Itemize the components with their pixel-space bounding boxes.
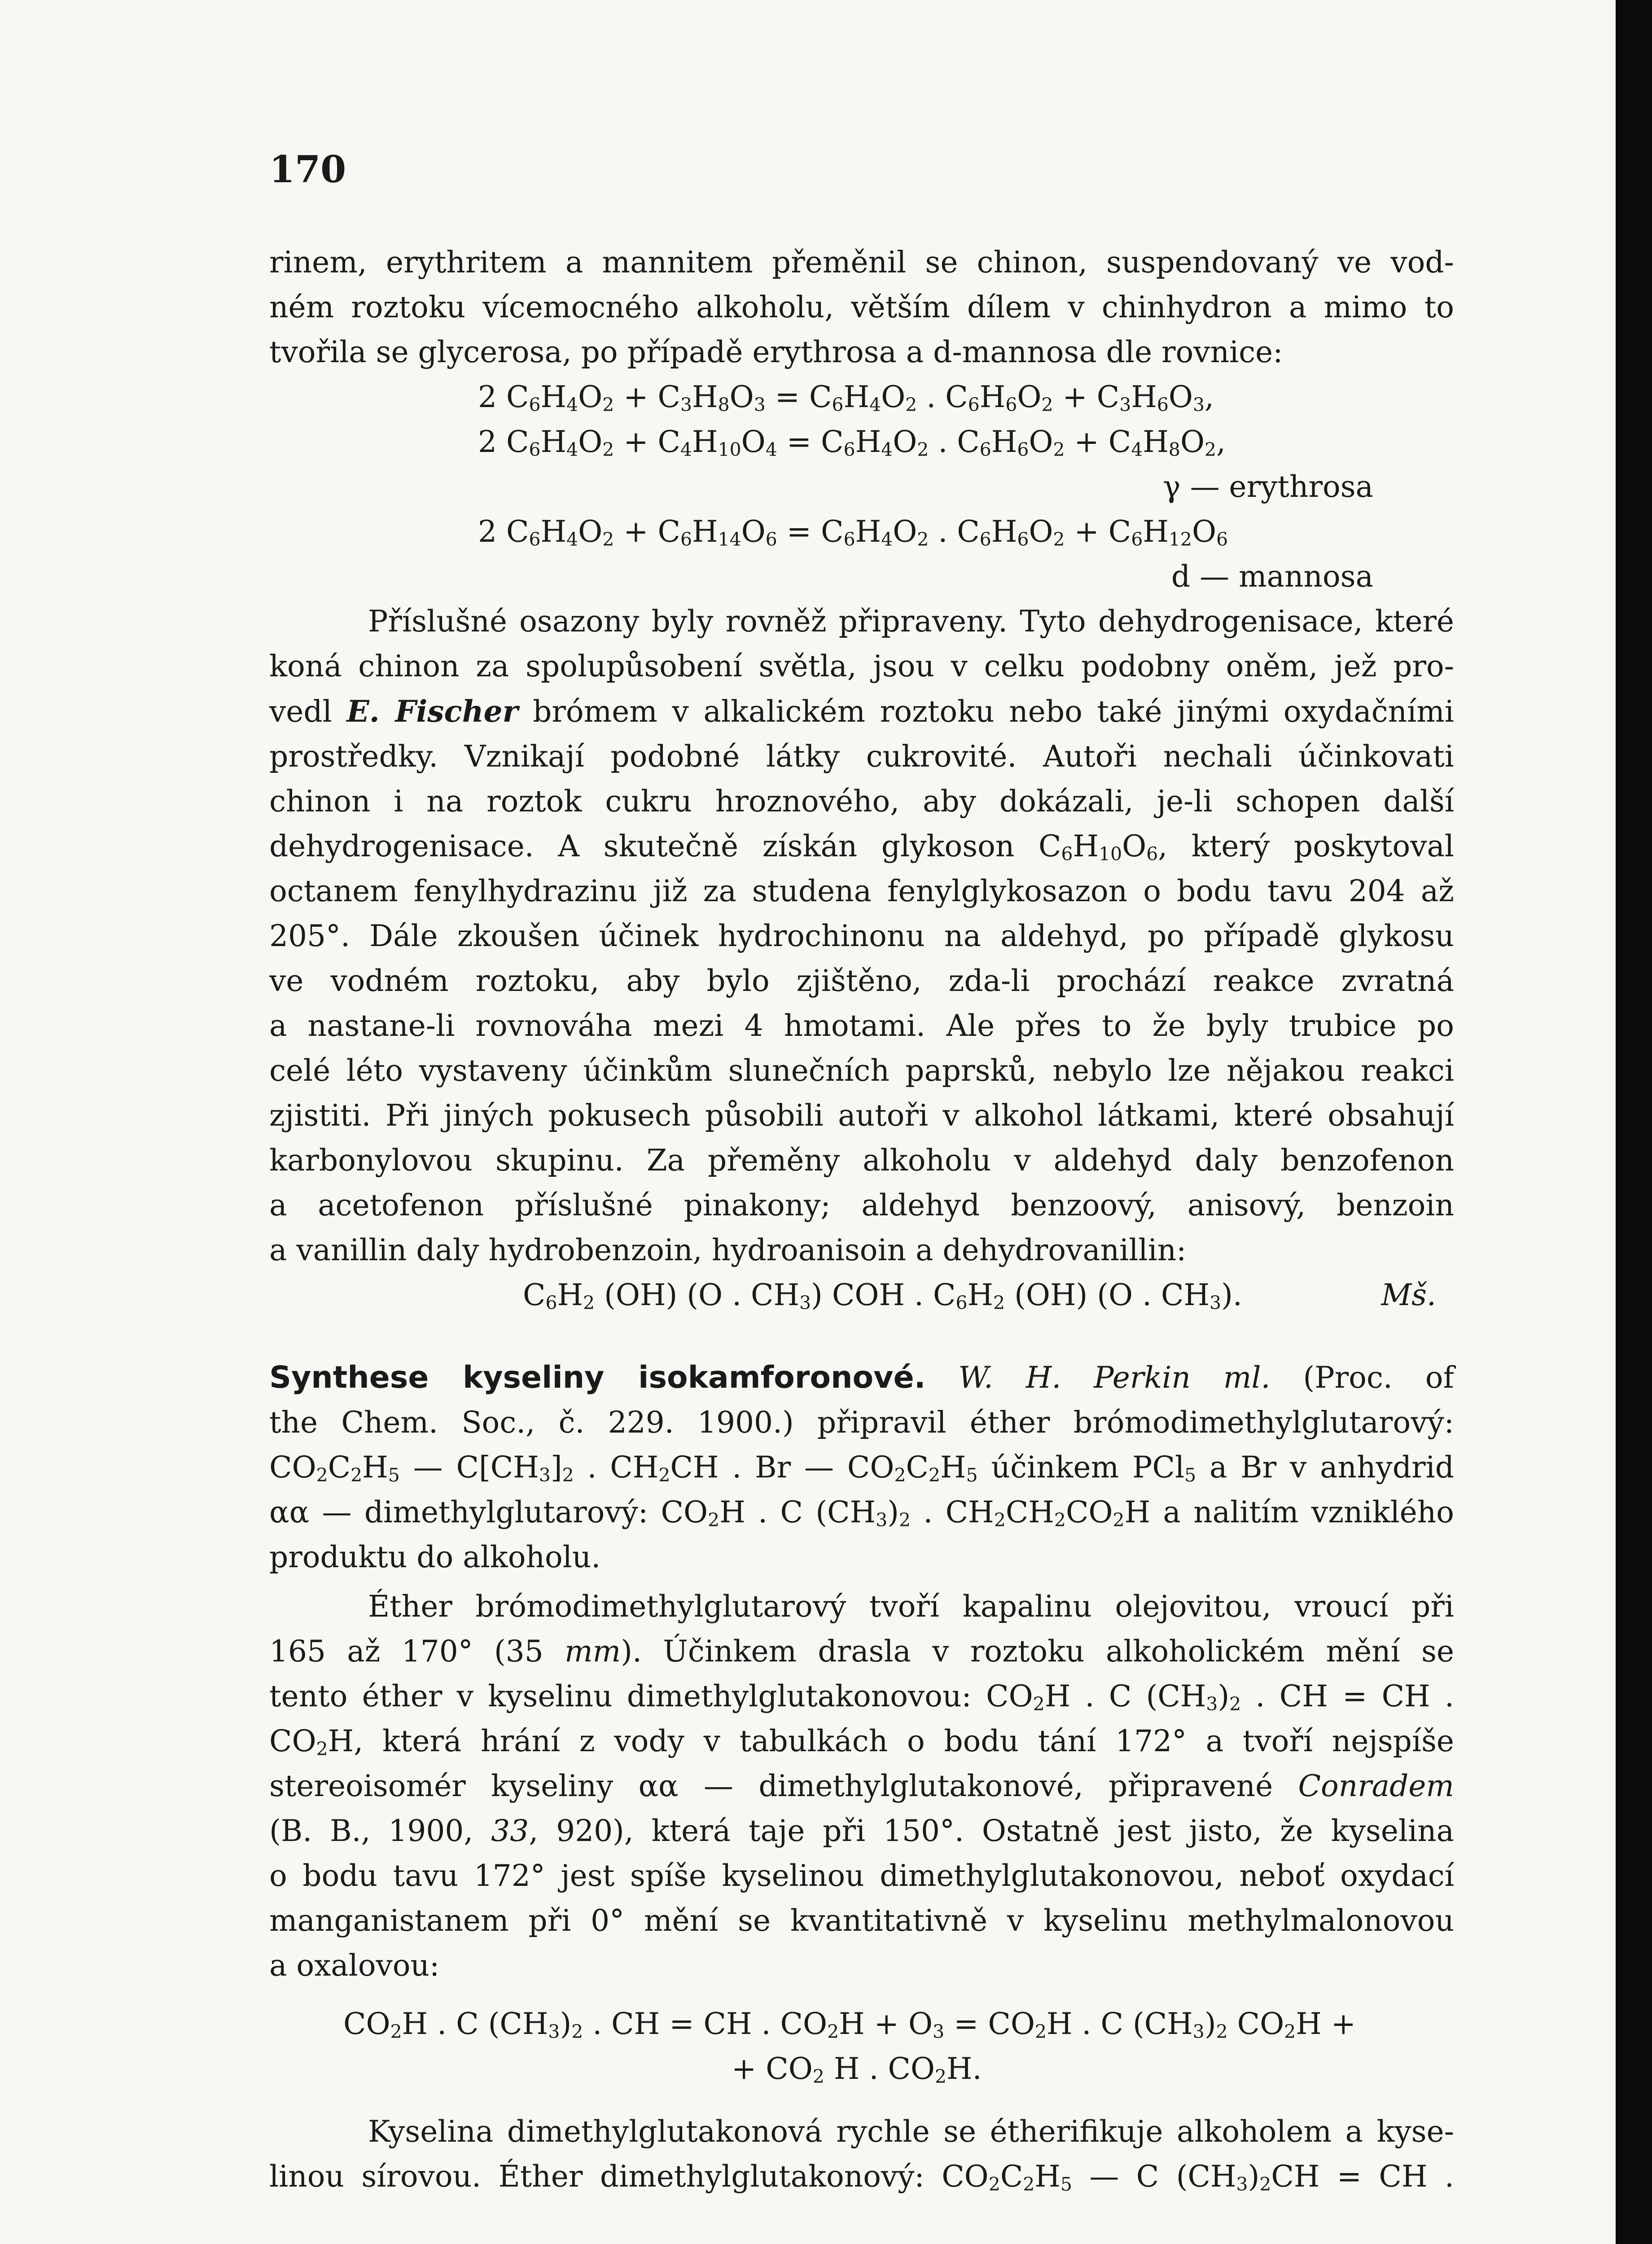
- text-line: produktu do alkoholu.: [269, 1540, 601, 1574]
- text-line: tvořila se glycerosa, po případě erythrosa a d-mannosa dle rovnice:: [269, 335, 1283, 369]
- page-number: 170: [269, 148, 346, 191]
- author-conrad: Conradem: [1298, 1769, 1454, 1803]
- text-line: celé léto vystaveny účinkům slunečních paprsků, nebylo lze nějakou reakci: [269, 1053, 1454, 1088]
- text-line: 165 až 170° (35 mm). Účinkem drasla v roztoku alkoholickém mění se: [269, 1634, 1455, 1669]
- text-line: tento éther v kyselinu dimethylglutakonovou: $CO_2H$ . C $(CH_3)_2$ . CH = CH .: [269, 1679, 1454, 1715]
- text-line: octanem fenylhydrazinu již za studena fenylglykosazon o bodu tavu 204 až: [269, 874, 1454, 908]
- text-line: a vanillin daly hydrobenzoin, hydroanisoin a dehydrovanillin:: [269, 1233, 1187, 1267]
- text-line: Éther brómodimethylglutarový tvoří kapalinu olejovitou, vroucí při: [368, 1589, 1454, 1624]
- text-line: a acetofenon příslušné pinakony; aldehyd benzoový, anisový, benzoin: [269, 1188, 1454, 1223]
- text-line: karbonylovou skupinu. Za přeměny alkoholu v aldehyd daly benzofenon: [269, 1143, 1454, 1178]
- text-line: $CO_2H$, která hrání z vody v tabulkách o bodu tání 172° a tvoří nejspíše: [269, 1724, 1454, 1760]
- text-line: chinon i na roztok cukru hroznového, aby dokázali, je-li schopen další: [269, 784, 1454, 819]
- section-heading: Synthese kyseliny isokamforonové.: [269, 1360, 926, 1395]
- text-line: $CO_2C_2H_5$ — $C[CH_3]_2$ . $CH_2CH$ . Br — $CO_2C_2H_5$ účinkem PCl$_5$ a Br v anhydrid: [269, 1450, 1454, 1486]
- text-line: vedl E. Fischer brómem v alkalickém roztoku nebo také jinými oxydačními: [269, 694, 1454, 729]
- equation-glycerosa: 2 $C_6H_4O_2 + C_3H_8O_3 = C_6H_4O_2$ . $C_6H_6O_2 + C_3H_6O_3$,: [478, 380, 1214, 416]
- text-line: Synthese kyseliny isokamforonové. W. H. Perkin ml. (Proc. of: [269, 1360, 1455, 1395]
- text-line: 205°. Dále zkoušen účinek hydrochinonu na aldehyd, po případě glykosu: [269, 919, 1454, 953]
- text-line: Kyselina dimethylglutakonová rychle se étherifikuje alkoholem a kyse-: [368, 2114, 1454, 2149]
- author-fischer: E. Fischer: [346, 694, 518, 729]
- text-line: ném roztoku vícemocného alkoholu, větším dílem v chinhydron a mimo to: [269, 290, 1454, 324]
- signature: Mš.: [1381, 1278, 1436, 1312]
- text-line: the Chem. Soc., č. 229. 1900.) připravil éther brómodimethylglutarový:: [269, 1405, 1454, 1440]
- text-line: o bodu tavu 172° jest spíše kyselinou dimethylglutakonovou, neboť oxydací: [269, 1858, 1454, 1893]
- text-line: ve vodném roztoku, aby bylo zjištěno, zda-li prochází reakce zvratná: [269, 964, 1454, 998]
- label-mannosa: d — mannosa: [1171, 559, 1373, 594]
- equation-mannosa: 2 $C_6H_4O_2 + C_6H_{14}O_6 = C_6H_4O_2$ . $C_6H_6O_2 + C_6H_{12}O_6$: [478, 514, 1228, 550]
- label-erythrosa: γ — erythrosa: [1163, 469, 1373, 504]
- paragraph-ether: [269, 1584, 1454, 2091]
- paragraph-glutakonova: [269, 2109, 1454, 2199]
- text-line: (B. B., 1900, 33, 920), která taje při 150°. Ostatně jest jisto, že kyselina: [269, 1814, 1454, 1848]
- text-line: stereoisomér kyseliny αα — dimethylglutakonové, připravené Conradem: [269, 1769, 1454, 1803]
- text-line: αα — dimethylglutarový: $CO_2H$ . C $(CH_3)_2$ . $CH_2CH_2CO_2H$ a nalitím vzniklého: [269, 1495, 1455, 1531]
- paragraph-isokamforonova: [269, 1355, 1454, 1580]
- text-line: dehydrogenisace. A skutečně získán glykoson $C_6H_{10}O_6$, který poskytoval: [269, 829, 1454, 865]
- text-line: prostředky. Vznikají podobné látky cukrovité. Autoři nechali účinkovati: [269, 739, 1454, 774]
- scan-border: [1616, 0, 1652, 2244]
- equation-vanillin: $C_6H_2$ (OH) (O . $CH_3$) COH . $C_6H_2$ (OH) (O . $CH_3$). Mš.: [269, 1273, 1454, 1318]
- text-line: koná chinon za spolupůsobení světla, jsou v celku podobny oněm, jež pro-: [269, 649, 1454, 684]
- paragraph-chinon: [269, 240, 1454, 1318]
- equation-oxidation-2: + $CO_2$ H . $CO_2H$.: [732, 2051, 982, 2087]
- author-perkin: W. H. Perkin ml.: [958, 1360, 1271, 1395]
- text-line: rinem, erythritem a mannitem přeměnil se chinon, suspendovaný ve vod-: [269, 245, 1454, 280]
- text-line: a nastane-li rovnováha mezi 4 hmotami. Ale přes to že byly trubice po: [269, 1008, 1454, 1043]
- text-line: manganistanem při 0° mění se kvantitativně v kyselinu methylmalonovou: [269, 1903, 1454, 1938]
- text-line: Příslušné osazony byly rovněž připraveny. Tyto dehydrogenisace, které: [368, 604, 1454, 639]
- text-line: zjistiti. Při jiných pokusech působili autoři v alkohol látkami, které obsahují: [269, 1098, 1454, 1133]
- equation-erythrosa: 2 $C_6H_4O_2 + C_4H_{10}O_4 = C_6H_4O_2$ . $C_6H_6O_2 + C_4H_8O_2$,: [478, 425, 1226, 460]
- text-line: a oxalovou:: [269, 1948, 440, 1983]
- equation-oxidation-1: $CO_2H$ . C $(CH_3)_2$ . CH = CH . $CO_2H + O_3 = CO_2H$ . C $(CH_3)_2$ $CO_2H$ +: [343, 2007, 1356, 2042]
- text-line: linou sírovou. Éther dimethylglutakonový: $CO_2C_2H_5$ — C $(CH_3)_2CH$ = CH .: [269, 2159, 1454, 2195]
